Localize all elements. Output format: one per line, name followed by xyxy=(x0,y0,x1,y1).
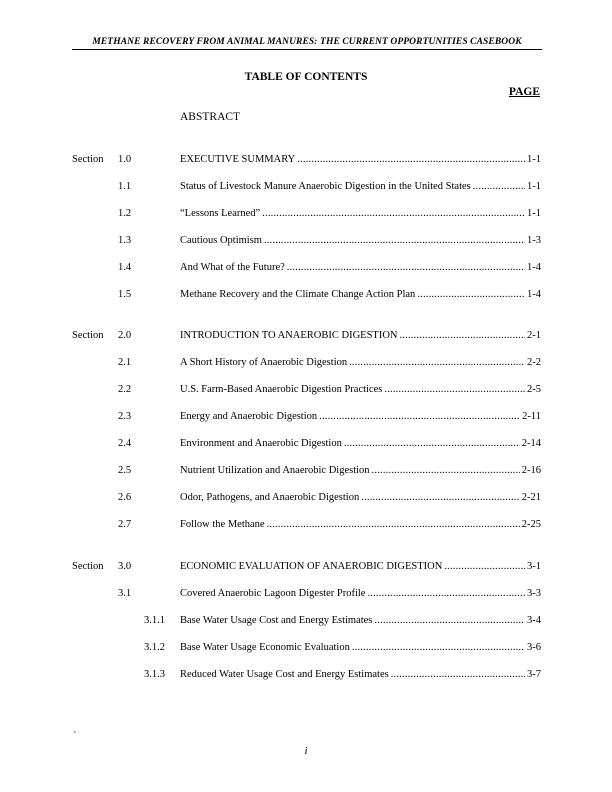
toc-entry xyxy=(180,518,541,532)
toc-entry-page: 1-4 xyxy=(527,262,541,273)
toc-entry-page: 2-16 xyxy=(521,465,541,476)
toc-entry-page: 3-6 xyxy=(527,642,541,653)
toc-entry-title: Status of Livestock Manure Anaerobic Digestion in the United States xyxy=(180,181,471,192)
toc-entry-number: 1.1 xyxy=(118,181,132,192)
toc-entry-title: Follow the Methane xyxy=(180,519,265,530)
toc-entry xyxy=(180,437,541,451)
toc-entry-number: 2.0 xyxy=(118,330,132,341)
toc-entry xyxy=(180,587,541,601)
toc-entry xyxy=(180,614,541,628)
toc-row-1-1 xyxy=(0,180,612,194)
toc-row-1-5 xyxy=(0,288,612,302)
page-number: i xyxy=(304,745,308,757)
toc-entry xyxy=(180,180,541,194)
toc-entry-title: INTRODUCTION TO ANAEROBIC DIGESTION xyxy=(180,330,398,341)
toc-entry xyxy=(180,641,541,655)
toc-entry-title: Environment and Anaerobic Digestion xyxy=(180,438,342,449)
toc-entry-page: 1-3 xyxy=(527,235,541,246)
toc-entry xyxy=(180,234,541,248)
toc-entry-number: 3.0 xyxy=(118,561,132,572)
toc-entry-number: 1.5 xyxy=(118,289,132,300)
toc-entry-page: 2-14 xyxy=(521,438,541,449)
toc-entry-title: Base Water Usage Cost and Energy Estimates xyxy=(180,615,373,626)
toc-abstract-entry: ABSTRACT xyxy=(180,111,241,123)
toc-entry xyxy=(180,261,541,275)
leader-dots xyxy=(267,518,520,532)
toc-entry-title: EXECUTIVE SUMMARY xyxy=(180,154,296,165)
toc-row-3-0 xyxy=(0,560,612,574)
toc-row-2-4 xyxy=(0,437,612,451)
toc-entry-page: 3-7 xyxy=(527,669,541,680)
toc-entry-title: “Lessons Learned” xyxy=(180,208,261,219)
toc-entry-title: ECONOMIC EVALUATION OF ANAEROBIC DIGESTION xyxy=(180,561,443,572)
toc-entry-number: 3.1.3 xyxy=(144,669,165,680)
leader-dots xyxy=(399,329,525,343)
leader-dots xyxy=(319,410,520,424)
toc-entry-page: 1-1 xyxy=(527,154,541,165)
toc-entry-title: Nutrient Utilization and Anaerobic Digestion xyxy=(180,465,370,476)
page-column-label: PAGE xyxy=(508,86,540,98)
toc-entry-page: 2-25 xyxy=(521,519,541,530)
toc-entry-page: 1-4 xyxy=(527,289,541,300)
toc-row-2-3 xyxy=(0,410,612,424)
toc-entry-number: 2.1 xyxy=(118,357,132,368)
toc-row-3-1-2 xyxy=(0,641,612,655)
toc-entry-page: 2-5 xyxy=(527,384,541,395)
leader-dots xyxy=(349,356,525,370)
toc-entry-page: 2-21 xyxy=(521,492,541,503)
toc-entry xyxy=(180,491,541,505)
toc-entry xyxy=(180,668,541,682)
toc-entry xyxy=(180,207,541,221)
toc-entry-title: Reduced Water Usage Cost and Energy Estimates xyxy=(180,669,389,680)
toc-entry xyxy=(180,329,541,343)
toc-entry-title: Odor, Pathogens, and Anaerobic Digestion xyxy=(180,492,360,503)
toc-entry-title: Cautious Optimism xyxy=(180,235,262,246)
toc-entry-number: 2.2 xyxy=(118,384,132,395)
leader-dots xyxy=(361,491,520,505)
toc-row-2-7 xyxy=(0,518,612,532)
leader-dots xyxy=(444,560,525,574)
toc-entry xyxy=(180,383,541,397)
toc-entry-page: 3-1 xyxy=(527,561,541,572)
leader-dots xyxy=(344,437,520,451)
toc-entry-page: 2-2 xyxy=(527,357,541,368)
toc-row-3-1 xyxy=(0,587,612,601)
toc-entry-title: A Short History of Anaerobic Digestion xyxy=(180,357,348,368)
leader-dots xyxy=(297,153,525,167)
leader-dots xyxy=(384,383,525,397)
toc-entry-page: 1-1 xyxy=(527,208,541,219)
leader-dots xyxy=(367,587,525,601)
toc-entry-title: And What of the Future? xyxy=(180,262,285,273)
leader-dots xyxy=(352,641,525,655)
toc-row-3-1-1 xyxy=(0,614,612,628)
toc-entry-page: 3-4 xyxy=(527,615,541,626)
toc-entry-number: 2.7 xyxy=(118,519,132,530)
toc-entry-page: 3-3 xyxy=(527,588,541,599)
toc-section-label: Section xyxy=(72,330,104,341)
toc-entry xyxy=(180,356,541,370)
toc-row-2-1 xyxy=(0,356,612,370)
toc-entry-number: 1.0 xyxy=(118,154,132,165)
toc-entry-number: 2.3 xyxy=(118,411,132,422)
toc-entry xyxy=(180,153,541,167)
toc-entry xyxy=(180,464,541,478)
toc-row-1-3 xyxy=(0,234,612,248)
toc-entry xyxy=(180,410,541,424)
toc-row-1-2 xyxy=(0,207,612,221)
toc-entry-number: 2.6 xyxy=(118,492,132,503)
toc-entry-number: 1.3 xyxy=(118,235,132,246)
toc-entry-title: Energy and Anaerobic Digestion xyxy=(180,411,318,422)
toc-entry-title: U.S. Farm-Based Anaerobic Digestion Practices xyxy=(180,384,383,395)
toc-row-2-6 xyxy=(0,491,612,505)
toc-entry-title: Methane Recovery and the Climate Change Action Plan xyxy=(180,289,416,300)
toc-entry-number: 3.1 xyxy=(118,588,132,599)
toc-entry-title: Covered Anaerobic Lagoon Digester Profile xyxy=(180,588,366,599)
toc-row-2-2 xyxy=(0,383,612,397)
toc-entry-number: 2.4 xyxy=(118,438,132,449)
toc-entry-page: 2-11 xyxy=(522,411,541,422)
toc-section-label: Section xyxy=(72,154,104,165)
toc-row-2-0 xyxy=(0,329,612,343)
toc-row-1-0 xyxy=(0,153,612,167)
toc-row-2-5 xyxy=(0,464,612,478)
toc-entry-number: 2.5 xyxy=(118,465,132,476)
toc-entry xyxy=(180,560,541,574)
toc-entry-number: 1.4 xyxy=(118,262,132,273)
leader-dots xyxy=(287,261,525,275)
leader-dots xyxy=(372,464,520,478)
leader-dots xyxy=(473,180,525,194)
toc-entry-page: 2-1 xyxy=(527,330,541,341)
toc-title: TABLE OF CONTENTS xyxy=(244,71,368,83)
toc-entry-number: 3.1.2 xyxy=(144,642,165,653)
toc-entry xyxy=(180,288,541,302)
stray-mark: ` xyxy=(73,730,77,742)
toc-section-label: Section xyxy=(72,561,104,572)
leader-dots xyxy=(417,288,525,302)
toc-entry-number: 3.1.1 xyxy=(144,615,165,626)
toc-row-3-1-3 xyxy=(0,668,612,682)
leader-dots xyxy=(262,207,525,221)
leader-dots xyxy=(374,614,525,628)
toc-entry-number: 1.2 xyxy=(118,208,132,219)
leader-dots xyxy=(264,234,525,248)
toc-entry-title: Base Water Usage Economic Evaluation xyxy=(180,642,350,653)
leader-dots xyxy=(391,668,525,682)
toc-row-1-4 xyxy=(0,261,612,275)
running-header: METHANE RECOVERY FROM ANIMAL MANURES: THE CURRENT OPPORTUNITIES CASEBOOK xyxy=(72,37,542,50)
toc-entry-page: 1-1 xyxy=(527,181,541,192)
